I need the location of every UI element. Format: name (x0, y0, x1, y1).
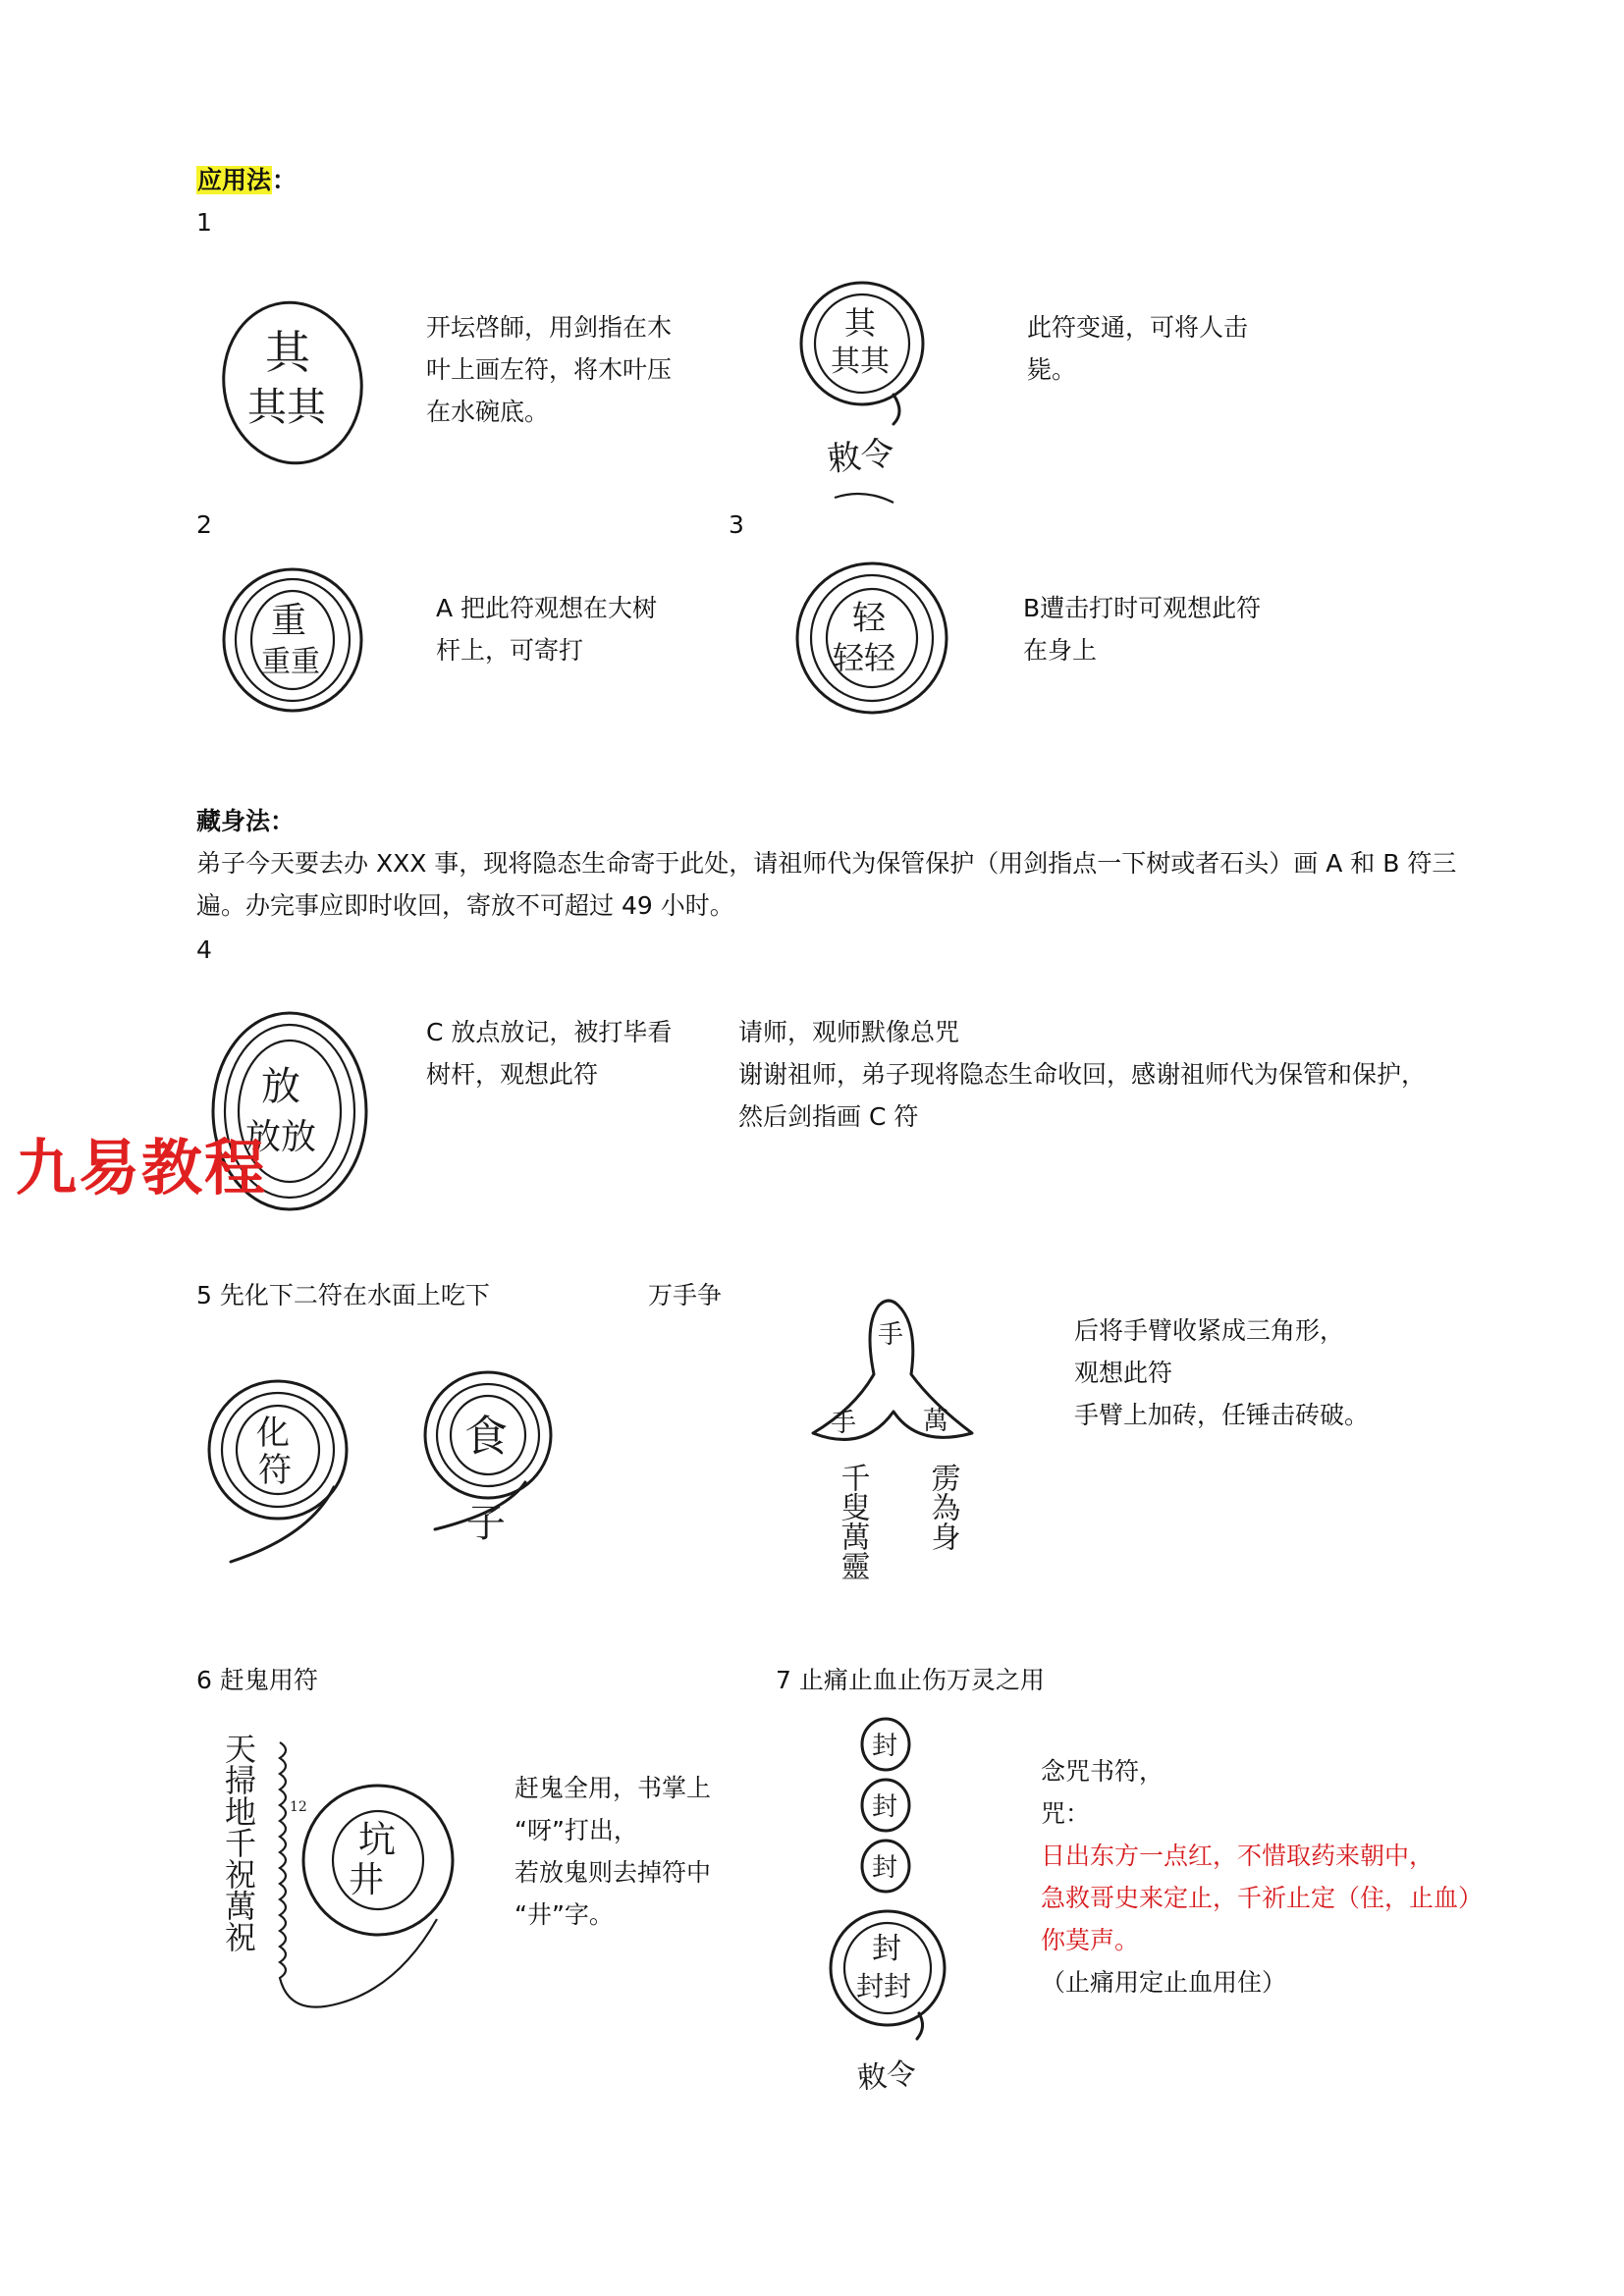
item6-line: “呀”打出， (514, 1816, 638, 1844)
item6-line: “井”字。 (514, 1900, 614, 1929)
glyph-f2-bottom: 重重 (261, 645, 320, 679)
talisman-figure-1 (216, 294, 373, 471)
watermark: 九易教程 (16, 1132, 268, 1203)
talisman-figure-7 (817, 1713, 974, 2135)
item5-right-line: 观想此符 (1074, 1359, 1173, 1387)
glyph-f5c-left: 手 (831, 1409, 857, 1438)
item6-label: 6 赶鬼用符 (196, 1666, 318, 1694)
glyph-f4-top: 放 (261, 1064, 300, 1109)
glyph-f3-bottom: 轻轻 (833, 639, 896, 676)
item7-label: 7 止痛止血止伤万灵之用 (776, 1666, 1045, 1694)
glyph-f5b-tail: 子 (466, 1501, 506, 1546)
item7-chant-line: 急救哥史来定止，千祈止定（住，止血） (1041, 1884, 1484, 1912)
heading-hide (196, 800, 295, 842)
talisman2-text (436, 587, 657, 671)
glyph-f6-number: 12 (290, 1799, 307, 1815)
glyph-f5b-center: 食 (464, 1412, 508, 1462)
glyph-f2-top: 重 (271, 601, 307, 641)
talisman4-right-line: 请师，观师默像总咒 (738, 1018, 960, 1046)
talisman1-text (426, 306, 672, 433)
glyph-f1-bottom: 其其 (247, 385, 326, 430)
glyph-f4-bottom: 放放 (245, 1117, 317, 1157)
glyph-f7-b: 封 (872, 1792, 898, 1822)
item5-label: 5 先化下二符在水面上吃下 (196, 1281, 490, 1309)
talisman1b-line: 此符变通，可将人击 (1027, 313, 1249, 342)
heading-apply-label: 应用法 (197, 166, 272, 194)
item-number-1: 1 (196, 208, 212, 237)
item6-line: 赶鬼全用，书掌上 (514, 1774, 712, 1802)
heading-apply (196, 159, 297, 201)
talisman4-text (426, 1011, 672, 1095)
hide-line: 弟子今天要去办 XXX 事，现将隐态生命寄于此处，请祖师代为保管保护（用剑指点一下树或者石头）画 A 和 B 符三 (196, 849, 1457, 878)
item5-title-right: 万手争 (648, 1281, 723, 1309)
item7-chant-line: 日出东方一点红，不惜取药来朝中， (1041, 1842, 1435, 1870)
glyph-f5c-column-right: 雳為身 (925, 1463, 960, 1551)
talisman3-text (1023, 587, 1261, 671)
glyph-f1b-top: 其 (844, 304, 877, 342)
hide-line: 遍。办完事应即时收回，寄放不可超过 49 小时。 (196, 891, 734, 920)
item5-right-line: 手臂上加砖，任锤击砖破。 (1074, 1401, 1370, 1429)
item7-text (1041, 1750, 1483, 2003)
talisman1b-text (1027, 306, 1248, 391)
talisman3-line: 在身上 (1023, 636, 1098, 665)
item5-right-line: 后将手臂收紧成三角形， (1074, 1316, 1345, 1345)
talisman2-line: A 把此符观想在大树 (436, 594, 658, 622)
talisman4-right-text (738, 1011, 1426, 1138)
glyph-f6-bottom: 井 (349, 1860, 385, 1900)
heading-apply-colon: ： (272, 166, 298, 194)
talisman1-line: 在水碗底。 (426, 398, 550, 426)
item-number-2: 2 (196, 510, 212, 539)
talisman4-right-line: 然后剑指画 C 符 (738, 1102, 919, 1131)
glyph-f5a-top: 化 (256, 1414, 290, 1453)
hide-text (196, 842, 1456, 927)
glyph-f7-c: 封 (872, 1853, 898, 1883)
talisman-figure-2 (216, 561, 373, 719)
item7-note: （止痛用定止血用住） (1041, 1968, 1287, 1997)
talisman4-right-line: 谢谢祖师，弟子现将隐态生命收回，感谢祖师代为保管和保护， (738, 1060, 1427, 1089)
talisman-figure-5c (795, 1286, 992, 1629)
item6-text (514, 1767, 711, 1936)
talisman3-line: B遭击打时可观想此符 (1023, 594, 1262, 622)
glyph-f6-top: 坑 (358, 1818, 397, 1861)
item7-line: 咒： (1041, 1799, 1091, 1828)
talisman4-line: 树杆，观想此符 (426, 1060, 599, 1089)
talisman2-line: 杆上，可寄打 (436, 636, 584, 665)
talisman4-line: C 放点放记，被打毕看 (426, 1018, 673, 1046)
glyph-f5c-right: 萬 (923, 1407, 949, 1436)
glyph-f5a-bottom: 符 (258, 1451, 292, 1490)
glyph-f5c-column-left: 千叟萬靈 (835, 1463, 870, 1580)
talisman-figure-3 (791, 555, 958, 721)
item-number-4: 4 (196, 935, 212, 964)
glyph-f3-top: 轻 (852, 599, 886, 638)
glyph-f7-d: 封 (872, 1932, 901, 1966)
item7-chant-line: 你莫声。 (1041, 1926, 1140, 1954)
talisman1-line: 开坛啓師，用剑指在木 (426, 313, 673, 342)
talisman-figure-5b (417, 1364, 565, 1551)
item-number-3: 3 (729, 510, 744, 539)
glyph-f7-e: 封封 (856, 1970, 912, 2002)
item6-line: 若放鬼则去掉符中 (514, 1858, 712, 1887)
item5-right-text (1074, 1309, 1369, 1436)
glyph-f6-column: 天掃地千祝萬祝 (220, 1733, 257, 1952)
glyph-f5c-top: 手 (878, 1320, 904, 1350)
heading-hide-colon: ： (270, 807, 296, 835)
talisman1b-line: 毙。 (1027, 355, 1077, 384)
glyph-f1b-order: 敕令 (825, 433, 896, 480)
talisman-figure-5a (201, 1369, 358, 1575)
glyph-f1-top: 其 (265, 326, 310, 379)
glyph-f7-order: 敕令 (855, 2056, 918, 2097)
glyph-f7-a: 封 (872, 1732, 898, 1761)
glyph-f1b-bottom: 其其 (831, 345, 890, 379)
talisman-figure-6 (211, 1723, 466, 2027)
heading-hide-label: 藏身法 (196, 807, 271, 835)
talisman-figure-1b (795, 277, 943, 522)
item7-line: 念咒书符， (1041, 1757, 1164, 1786)
talisman1-line: 叶上画左符，将木叶压 (426, 355, 673, 384)
